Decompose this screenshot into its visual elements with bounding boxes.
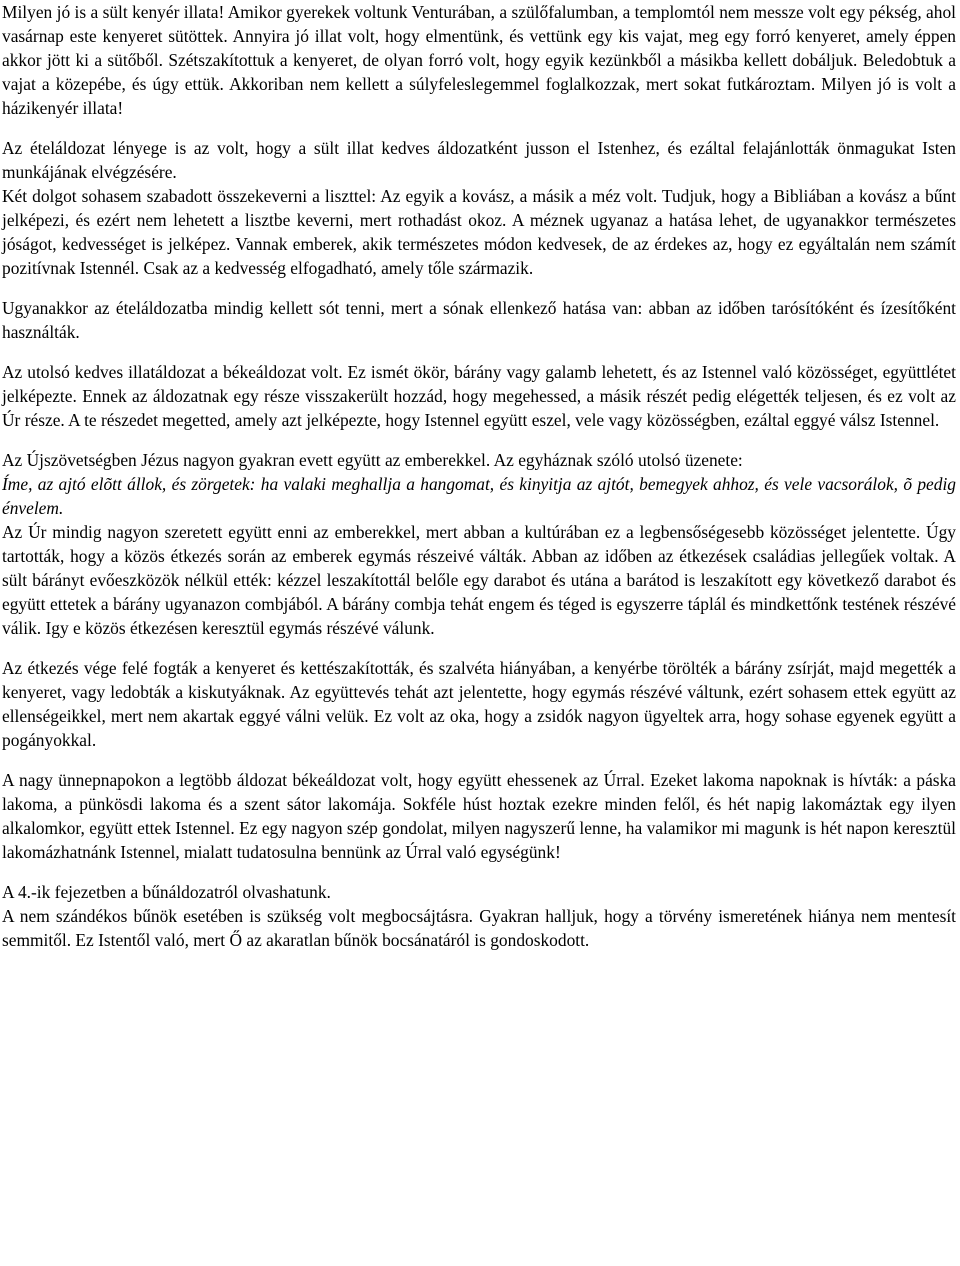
paragraph-new-testament: Az Újszövetségben Jézus nagyon gyakran evett együtt az emberekkel. Az egyháznak szóló utolsó üzenete: xyxy=(2,450,743,470)
paragraph-bread-memory: Milyen jó is a sült kenyér illata! Amikor gyerekek voltunk Venturában, a szülőfalumban, a templomtól nem messze volt egy pékség, ahol vasárnap este kenyeret sütöttek. Annyira jó illat volt, hogy elmentünk, és vettünk egy kis vajat, meg egy forró kenyeret, amely éppen akkor jött ki a sütőből. Szétszakítottuk a kenyeret, de olyan forró volt, hogy egyik kezünkből a másikba kellett dobáljuk. Beledobtuk a vajat a közepébe, és úgy ettük. Akkoriban nem kellett a súlyfeleslegemmel foglalkozzak, mert sokat futkároztam. Milyen jó is volt a házikenyér illata! xyxy=(2,2,956,118)
paragraph-chapter-four: A 4.-ik fejezetben a bűnáldozatról olvashatunk. xyxy=(2,882,331,902)
paragraph-scripture-quote: Íme, az ajtó elõtt állok, és zörgetek: ha valaki meghallja a hangomat, és kinyitja az ajtót, bemegyek ahhoz, és vele vacsorálok, õ pedig énvelem. xyxy=(2,474,956,518)
paragraph-feast-days: A nagy ünnepnapokon a legtöbb áldozat békeáldozat volt, hogy együtt ehessenek az Úrral. Ezeket lakoma napoknak is hívták: a páska lakoma, a pünkösdi lakoma és a szent sátor lakomája. Sokféle húst hoztak ezekre minden felől, és hét napig lakomáztak egy ilyen alkalomkor, együtt ettek Istennel. Ez egy nagyon szép gondolat, milyen nagyszerű lenne, ha valamikor mi magunk is hét napon keresztül lakomázhatnánk Istennel, mialatt tudatosulna bennünk az Úrral való egységünk! xyxy=(2,770,956,862)
paragraph-eating-together: Az Úr mindig nagyon szeretett együtt enni az emberekkel, mert abban a kultúrában ez a legbensőségesebb közösséget jelentette. Úgy tartották, hogy a közös étkezés során az emberek egymás részeivé válták. Abban az időben az étkezések családias jellegűek voltak. A sült bárányt evőeszközök nélkül ették: kézzel leszakítottál belőle egy darabot és utána a barátod is leszakított egy következő darabot és együtt ettetek a bárány ugyanazon combjából. A bárány combja tehát engem és téged is egyszerre táplál és mindkettőnk testének részévé válik. Igy e közös étkezésen keresztül egymás részévé válunk. xyxy=(2,522,956,638)
paragraph-end-of-meal: Az étkezés vége felé fogták a kenyeret és kettészakították, és szalvéta hiányában, a kenyérbe törölték a bárány zsírját, majd megették a kenyeret, vagy ledobták a kiskutyáknak. Az együttevés tehát azt jelentette, hogy egymás részévé váltunk, ezért sohasem ettek együtt az ellenségeikkel, mert nem akartak eggyé válni velük. Ez volt az oka, hogy a zsidók nagyon ügyeltek arra, hogy sohase egyenek együtt a pogányokkal. xyxy=(2,658,956,750)
paragraph-leaven-honey: Két dolgot sohasem szabadott összekeverni a liszttel: Az egyik a kovász, a másik a méz volt. Tudjuk, hogy a Bibliában a kovász a bűnt jelképezi, és ezért nem lehetett a lisztbe keverni, mert rothadást okoz. A méznek ugyanaz a hatása lehet, de ugyanakkor természetes jóságot, kedvességet is jelképez. Vannak emberek, akik természetes módon kedvesek, de az érdekes az, hogy ez egyáltalán nem számít pozitívnak Istennél. Csak az a kedvesség elfogadható, amely tőle származik. xyxy=(2,186,956,278)
paragraph-salt: Ugyanakkor az ételáldozatba mindig kellett sót tenni, mert a sónak ellenkező hatása van: abban az időben tarósítóként és ízesítőként használták. xyxy=(2,298,956,342)
paragraph-food-offering: Az ételáldozat lényege is az volt, hogy a sült illat kedves áldozatként jusson el Istenhez, és ezáltal felajánlották önmagukat Isten munkájának elvégzésére. xyxy=(2,138,956,182)
paragraph-unintentional-sins: A nem szándékos bűnök esetében is szükség volt megbocsájtásra. Gyakran halljuk, hogy a törvény ismeretének hiánya nem mentesít semmitől. Ez Istentől való, mert Ő az akaratlan bűnök bocsánatáról is gondoskodott. xyxy=(2,906,956,950)
paragraph-peace-offering: Az utolsó kedves illatáldozat a békeáldozat volt. Ez ismét ökör, bárány vagy galamb lehetett, és az Istennel való közösséget, együttlétet jelképezte. Ennek az áldozatnak egy része visszakerült hozzád, hogy megehessed, a másik részét pedig elégették teljesen, és ez volt az Úr része. A te részedet megetted, amely azt jelképezte, hogy Istennel együtt eszel, vele vagy közösségben, ezáltal eggyé válsz Istennel. xyxy=(2,362,956,430)
